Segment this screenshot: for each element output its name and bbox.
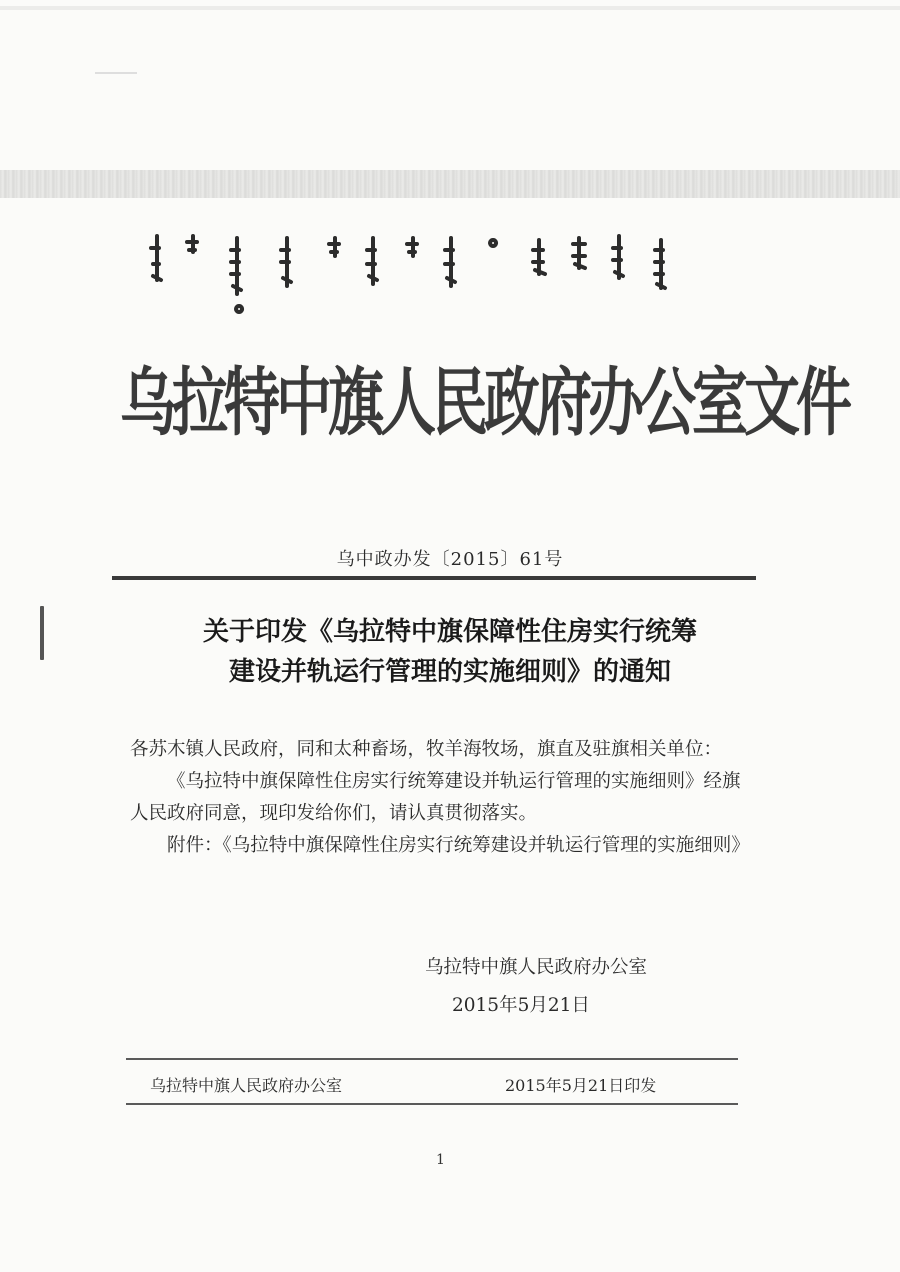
attachment-line: 附件：《乌拉特中旗保障性住房实行统筹建设并轨运行管理的实施细则》 (167, 835, 750, 856)
signing-office: 乌拉特中旗人民政府办公室 (425, 957, 648, 978)
notice-title-line-1: 关于印发《乌拉特中旗保障性住房实行统筹 (202, 617, 697, 647)
footer-rule-bottom (126, 1103, 738, 1105)
scan-artifact-mark (95, 72, 137, 74)
notice-title-line-2: 建设并轨运行管理的实施细则》的通知 (228, 657, 671, 687)
document-number: 乌中政办发〔2015〕61号 (336, 549, 564, 570)
notice-body (130, 734, 750, 862)
scan-artifact-top (0, 6, 900, 10)
signing-date: 2015年5月21日 (452, 995, 590, 1016)
footer-rule-top (126, 1058, 738, 1060)
notice-title (120, 612, 780, 692)
scan-artifact-band (0, 170, 900, 198)
footer-print-date: 2015年5月21日印发 (505, 1076, 657, 1095)
page-number: 1 (436, 1152, 445, 1168)
red-header-rule (112, 576, 756, 580)
recipients-line: 各苏木镇人民政府，同和太种畜场，牧羊海牧场，旗直及驻旗相关单位： (130, 739, 723, 760)
body-paragraph: 《乌拉特中旗保障性住房实行统筹建设并轨运行管理的实施细则》经旗人民政府同意，现印发给你们，请认真贯彻落实。 (130, 771, 741, 824)
footer-issuing-office: 乌拉特中旗人民政府办公室 (150, 1076, 343, 1095)
mongolian-script-header (145, 228, 735, 318)
mongolian-script-text: ᠤᠷᠠᠳ ᠳᠤᠮᠳᠠᠳᠤ ᠬᠣᠰᠢᠭᠤᠨ ᠤ ᠠᠷᠠᠳ ᠤᠨ ᠵᠠᠰᠠᠭ ᠤᠨ ᠭᠠᠵᠠᠷ ᠤᠨ ᠲᠠᠰᠤᠭ ᠤᠨ ᠪᠢᠴᠢᠭ (145, 316, 179, 317)
agency-document-title: 乌拉特中旗人民政府办公室文件 (120, 360, 848, 447)
binding-mark (40, 606, 44, 660)
